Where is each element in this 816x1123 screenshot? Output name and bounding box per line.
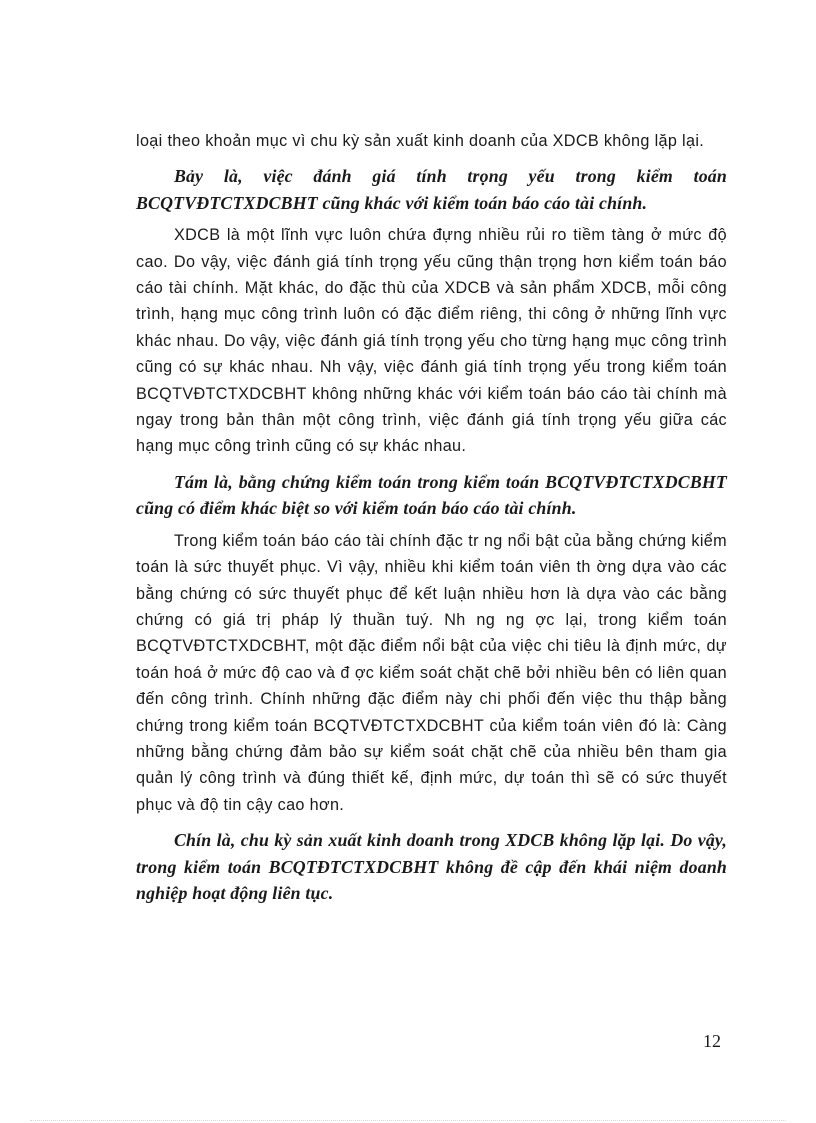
page-body — [136, 128, 727, 906]
heading-chin-la: Chín là, chu kỳ sản xuất kinh doanh trong XDCB không lặp lại. Do vậy, trong kiểm toán BCQTĐTCTXDCBHT không đề cập đến khái niệm doanh nghiệp hoạt động liên tục. — [136, 830, 727, 903]
paragraph-continuation: loại theo khoản mục vì chu kỳ sản xuất kinh doanh của XDCB không lặp lại. — [136, 132, 705, 150]
paragraph-trong-yeu: XDCB là một lĩnh vực luôn chứa đựng nhiều rủi ro tiềm tàng ở mức độ cao. Do vậy, việc đánh giá tính trọng yếu cũng thận trọng hơn kiểm toán báo cáo tài chính. Mặt khác, do đặc thù của XDCB và sản phẩm XDCB, mỗi công trình, hạng mục công trình luôn có đặc điểm riêng, thi công ở những lĩnh vực khác nhau. Do vậy, việc đánh giá tính trọng yếu cho từng hạng mục công trình cũng có sự khác nhau. Nh vậy, việc đánh giá tính trọng yếu trong kiểm toán BCQTVĐTCTXDCBHT không những khác với kiểm toán báo cáo tài chính mà ngay trong bản thân một công trình, việc đánh giá tính trọng yếu giữa các hạng mục công trình cũng có sự khác nhau. — [136, 226, 727, 456]
heading-tam-la: Tám là, bằng chứng kiểm toán trong kiểm toán BCQTVĐTCTXDCBHT cũng có điểm khác biệt so với kiểm toán báo cáo tài chính. — [136, 471, 727, 519]
paragraph-bang-chung: Trong kiểm toán báo cáo tài chính đặc tr ng nổi bật của bằng chứng kiểm toán là sức thuyết phục. Vì vậy, nhiều khi kiểm toán viên th ờng dựa vào các bằng chứng có sức thuyết phục để kết luận nhiều hơn là dựa vào các bằng chứng có giá trị pháp lý thuần tuý. Nh ng ng ợc lại, trong kiểm toán BCQTVĐTCTXDCBHT, một đặc điểm nổi bật của việc chi tiêu là định mức, dự toán hoá ở mức độ cao và đ ợc kiểm soát chặt chẽ bởi nhiều bên có liên quan đến công trình. Chính những đặc điểm này chi phối đến việc thu thập bằng chứng trong kiểm toán BCQTVĐTCTXDCBHT của kiểm toán viên đó là: Càng những bằng chứng đảm bảo sự kiểm soát chặt chẽ của nhiều bên tham gia quản lý công trình và đúng thiết kế, định mức, dự toán thì sẽ có sức thuyết phục và độ tin cậy cao hơn. — [136, 531, 727, 814]
heading-bay-la: Bảy là, việc đánh giá tính trọng yếu trong kiểm toán BCQTVĐTCTXDCBHT cũng khác với kiểm toán báo cáo tài chính. — [136, 166, 727, 213]
page-bottom-divider — [30, 1120, 786, 1121]
page-number: 12 — [703, 1031, 721, 1051]
